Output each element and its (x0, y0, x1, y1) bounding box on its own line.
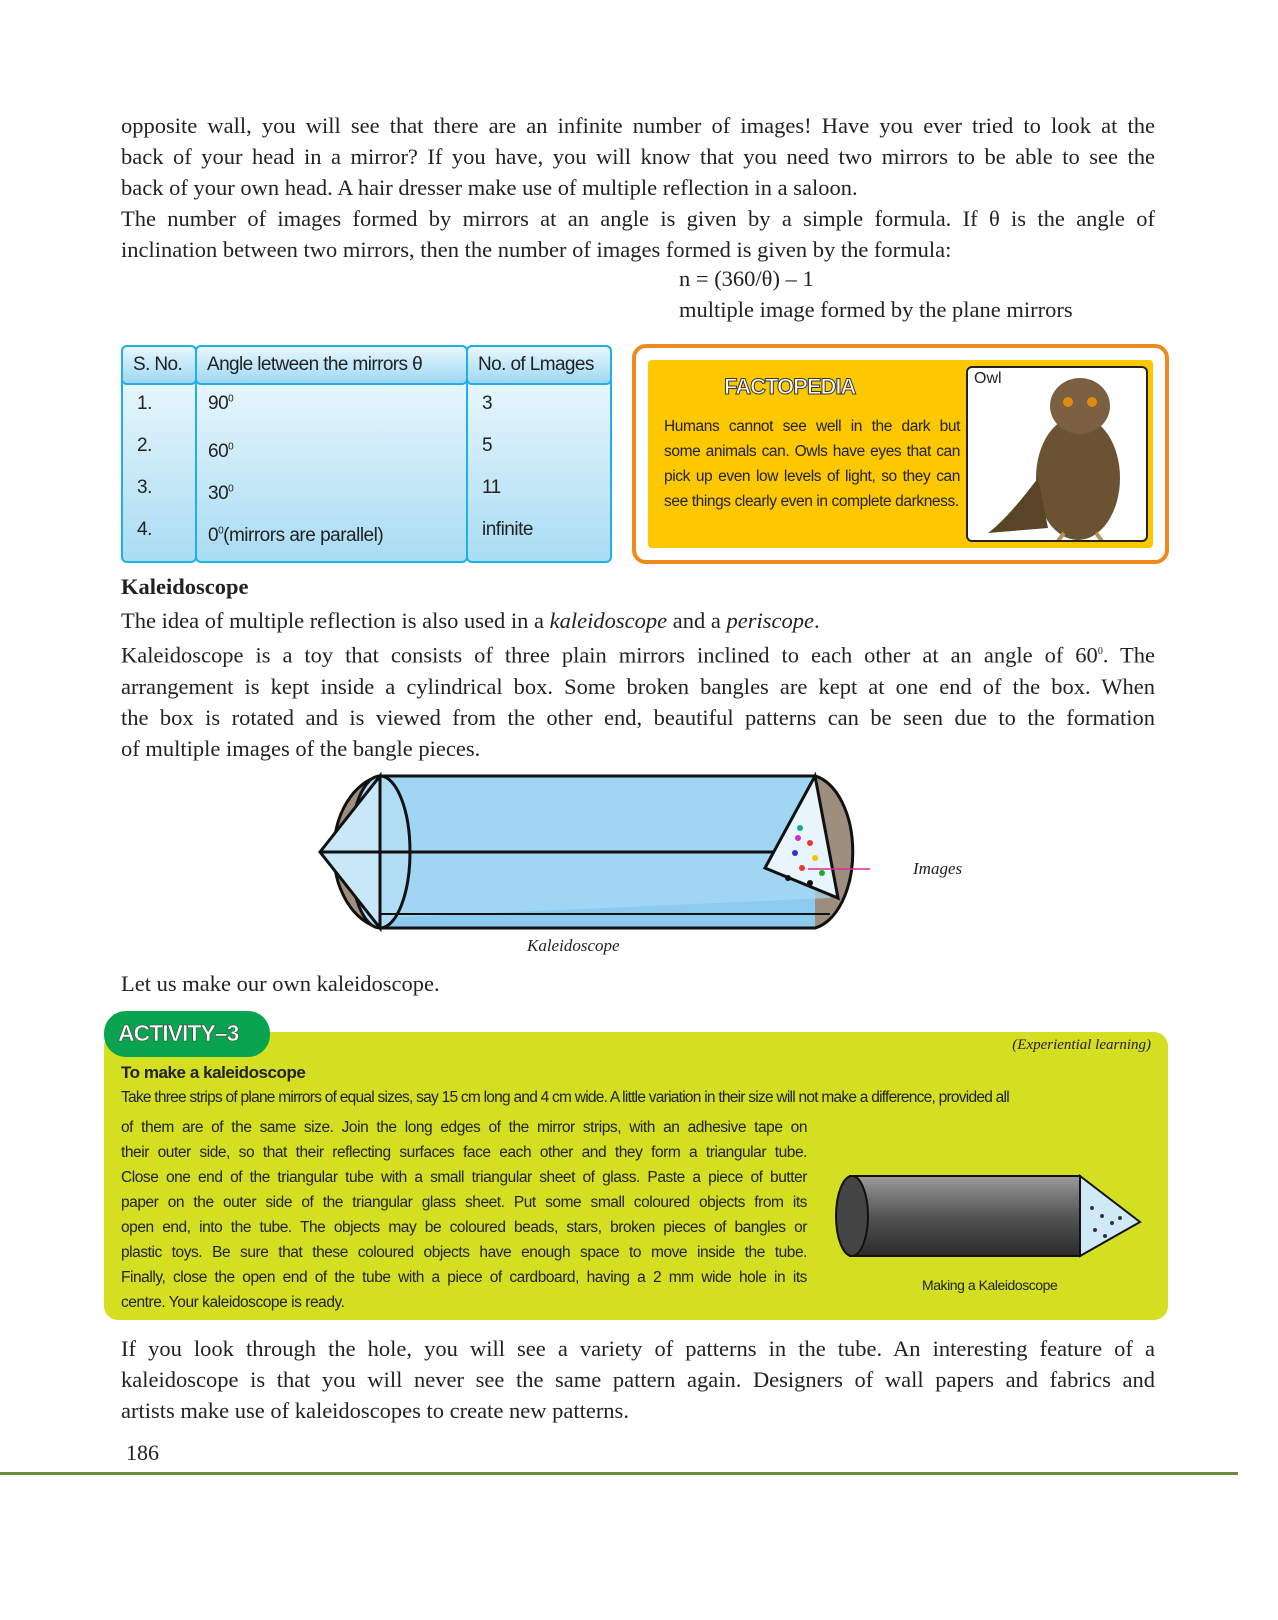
intro-paragraph (121, 110, 1155, 265)
activity-line: Take three strips of plane mirrors of equal sizes, say 15 cm long and 4 cm wide. A little variation in their size will not make a difference, provided all (121, 1089, 1009, 1106)
formula: n = (360/θ) – 1 (679, 266, 814, 291)
factopedia-box (632, 344, 1169, 564)
figure-caption: Kaleidoscope (527, 936, 620, 955)
cell-sno: 4. (137, 519, 152, 540)
text-line: If you look through the hole, you will see a variety of patterns in the tube. An interesting feature of a (121, 1336, 1155, 1361)
factopedia-text: Humans cannot see well in the dark but some animals can. Owls have eyes that can pick up even low levels of light, so they can see things clearly even in complete darkness. (664, 418, 960, 510)
text-line: The idea of multiple reflection is also used in a kaleidoscope and a periscope. (121, 608, 820, 633)
text-line: inclination between two mirrors, then the number of images formed is given by the formula: (121, 237, 952, 262)
activity-line: plastic toys. Be sure that these coloured objects have enough space to move inside the tube. (121, 1244, 807, 1261)
cell-sno: 1. (137, 393, 152, 414)
activity-note: (Experiential learning) (1012, 1037, 1151, 1053)
activity-line: open end, into the tube. The objects may be coloured beads, stars, broken pieces of bangles or (121, 1219, 807, 1236)
cell-angle: $0^0(mirrors$ are parallel) (208, 525, 384, 546)
kaleidoscope-paragraph (121, 605, 1155, 764)
activity-title: To make a kaleidoscope (121, 1063, 306, 1082)
activity-line: their outer side, so that their reflecting surfaces face each other and they form a triangular tube. (121, 1144, 807, 1161)
cell-images: infinite (482, 519, 533, 540)
owl-label: Owl (974, 370, 1002, 387)
text-line: back of your head in a mirror? If you have, you will know that you need two mirrors to be able to see the (121, 144, 1155, 169)
activity-line: paper on the outer side of the triangular glass sheet. Put some small coloured objects from its (121, 1194, 807, 1211)
footer-rule (0, 1472, 1238, 1475)
text-line: Kaleidoscope is a toy that consists of three plain mirrors inclined to each other at an angle of $60^0$. The (121, 642, 1156, 668)
activity-line: Finally, close the open end of the tube with a piece of cardboard, having a 2 mm wide hole in its (121, 1269, 807, 1286)
activity-line: of them are of the same size. Join the long edges of the mirror strips, with an adhesive tape on (121, 1119, 807, 1136)
owl-icon (968, 368, 1148, 542)
cell-images: 3 (482, 393, 493, 414)
text-line: of multiple images of the bangle pieces. (121, 735, 481, 761)
cell-angle: $60^0$ (208, 441, 234, 462)
text-line: The number of images formed by mirrors at an angle is given by a simple formula. If θ is the angle of (121, 206, 1155, 231)
owl-image (966, 366, 1148, 542)
cell-angle: $90^0$ (208, 393, 234, 414)
text-line: back of your own head. A hair dresser make use of multiple reflection in a saloon. (121, 175, 858, 200)
lead-text: Let us make our own kaleidoscope. (121, 971, 440, 996)
kaleidoscope-heading: Kaleidoscope (121, 574, 249, 599)
activity-figure-caption: Making a Kaleidoscope (922, 1277, 1058, 1293)
kaleidoscope-diagram (310, 768, 870, 938)
formula-caption: multiple image formed by the plane mirrors (679, 297, 1073, 322)
text-line: artists make use of kaleidoscopes to create new patterns. (121, 1398, 629, 1423)
mirror-images-table (121, 345, 612, 563)
text-line: the box is rotated and is viewed from the other end, beautiful patterns can be seen due to the formation (121, 704, 1155, 730)
cell-sno: 3. (137, 477, 152, 498)
making-kaleidoscope-image (830, 1168, 1145, 1263)
text-line: arrangement is kept inside a cylindrical box. Some broken bangles are kept at one end of the box. When (121, 673, 1155, 699)
cell-images: 11 (482, 477, 501, 498)
header-images: No. of Lmages (466, 345, 612, 385)
factopedia-title: FACTOPEDIA (724, 374, 856, 399)
text-line: kaleidoscope is that you will never see the same pattern again. Designers of wall papers and fabrics and (121, 1367, 1155, 1392)
activity-line: centre. Your kaleidoscope is ready. (121, 1294, 345, 1311)
outro-paragraph (121, 1333, 1155, 1426)
header-sno: S. No. (121, 345, 197, 385)
images-label: Images (913, 859, 963, 878)
cell-sno: 2. (137, 435, 152, 456)
cell-angle: $30^0$ (208, 483, 234, 504)
page-number: 186 (126, 1440, 159, 1465)
activity-steps (121, 1115, 807, 1315)
text-line: opposite wall, you will see that there are an infinite number of images! Have you ever tried to look at the (121, 113, 1155, 138)
activity-badge: ACTIVITY–3 (104, 1011, 270, 1057)
cell-images: 5 (482, 435, 493, 456)
activity-line: Close one end of the triangular tube with a small triangular sheet of glass. Paste a piece of butter (121, 1169, 807, 1186)
header-angle: Angle letween the mirrors θ (195, 345, 468, 385)
